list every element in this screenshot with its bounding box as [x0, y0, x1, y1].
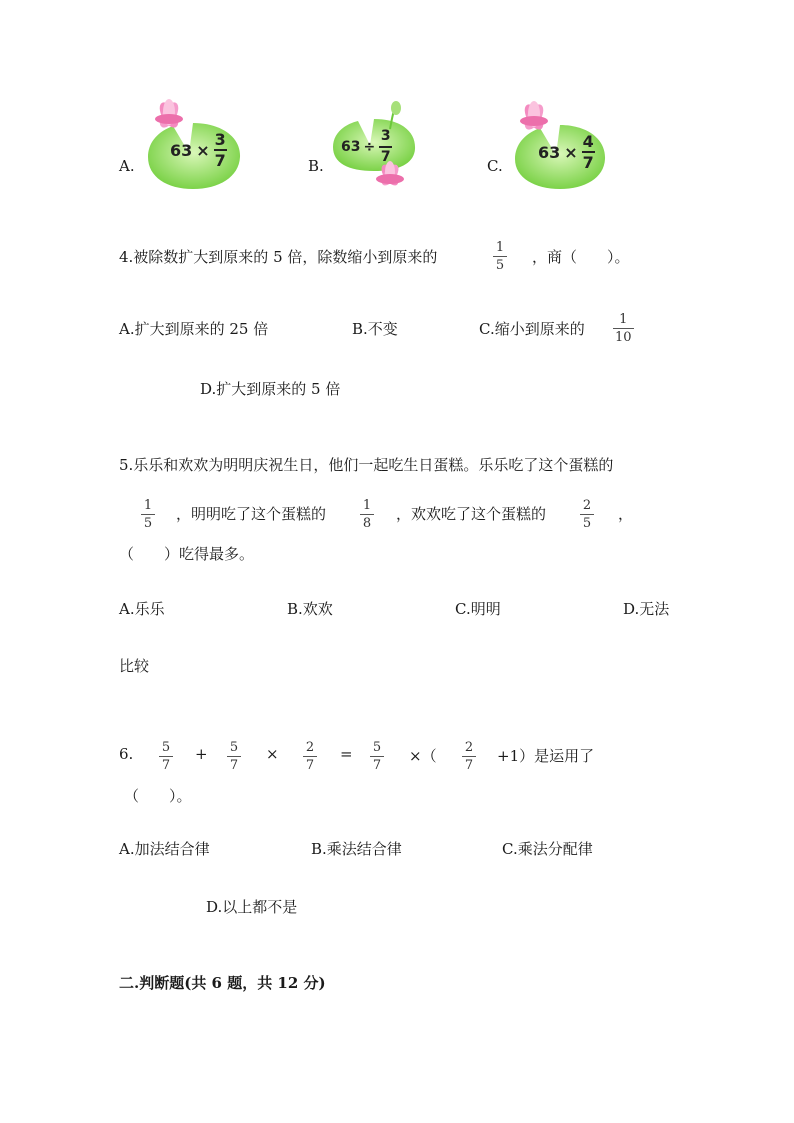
- q4-stem-fraction: [494, 240, 506, 273]
- q6-tail: +1）是运用了: [497, 747, 595, 765]
- section-heading: 二.判断题(共 6 题，共 12 分): [119, 974, 326, 992]
- q5-option-d-continued: 比较: [119, 657, 150, 675]
- pad-c-num: 4: [582, 132, 594, 151]
- lily-pad-a: [143, 95, 243, 191]
- fraction-denominator: 10: [615, 330, 632, 345]
- pad-b-op: ÷: [363, 139, 376, 155]
- fraction-numerator: 5: [229, 740, 239, 755]
- option-a-label[interactable]: A.: [119, 157, 135, 175]
- fraction-denominator: 7: [229, 758, 239, 773]
- fraction-denominator: 7: [161, 758, 171, 773]
- fraction-denominator: 5: [495, 258, 505, 273]
- fraction-numerator: 1: [495, 240, 505, 255]
- q4-stem-end: ，商（ ）。: [532, 248, 630, 266]
- q6-plus: +: [195, 745, 208, 763]
- fraction-numerator: 1: [362, 498, 372, 513]
- fraction-denominator: 7: [305, 758, 315, 773]
- pad-a-left: 63: [170, 140, 193, 160]
- fraction-numerator: 1: [619, 312, 628, 327]
- q6-times-paren: ×（: [409, 747, 437, 765]
- q6-number: 6.: [119, 745, 134, 763]
- q6-equals: =: [340, 745, 353, 763]
- q5-fraction-2: [361, 498, 373, 531]
- q5-option-c[interactable]: C.明明: [455, 600, 501, 618]
- q6-option-b[interactable]: B.乘法结合律: [311, 840, 402, 858]
- q4-stem: 4.被除数扩大到原来的 5 倍，除数缩小到原来的: [119, 248, 438, 266]
- pad-b-den: 7: [380, 149, 391, 165]
- q6-fraction-3: [304, 740, 316, 773]
- q5-fraction-1: [142, 498, 154, 531]
- pad-a-num: 3: [214, 130, 226, 149]
- fraction-numerator: 2: [464, 740, 474, 755]
- q6-line-2: （ ）。: [124, 787, 192, 805]
- q6-fraction-4: [371, 740, 383, 773]
- q5-fraction-3: [581, 498, 593, 531]
- pad-a-den: 7: [214, 151, 226, 170]
- q4-option-c-fraction: [614, 312, 633, 345]
- q5-option-d[interactable]: D.无法: [623, 600, 670, 618]
- fraction-denominator: 7: [464, 758, 474, 773]
- fraction-numerator: 1: [143, 498, 153, 513]
- pad-b-fraction: [379, 128, 392, 166]
- q6-times: ×: [266, 745, 279, 763]
- fraction-denominator: 5: [143, 516, 153, 531]
- pad-c-fraction: [582, 133, 595, 171]
- q6-option-a[interactable]: A.加法结合律: [119, 840, 210, 858]
- q4-option-c[interactable]: C.缩小到原来的: [479, 320, 585, 338]
- q5-option-a[interactable]: A.乐乐: [119, 600, 165, 618]
- fraction-numerator: 2: [305, 740, 315, 755]
- q5-stem: 5.乐乐和欢欢为明明庆祝生日，他们一起吃生日蛋糕。乐乐吃了这个蛋糕的: [119, 456, 614, 474]
- fraction-denominator: 8: [362, 516, 372, 531]
- q6-fraction-5: [463, 740, 475, 773]
- pad-c-op: ×: [564, 142, 578, 162]
- pad-a-fraction: [214, 131, 227, 169]
- fraction-numerator: 2: [582, 498, 592, 513]
- q5-stem-end: （ ）吃得最多。: [119, 545, 255, 563]
- q6-fraction-1: [160, 740, 172, 773]
- fraction-numerator: 5: [161, 740, 171, 755]
- option-c-label[interactable]: C.: [487, 157, 503, 175]
- q6-option-d[interactable]: D.以上都不是: [206, 898, 298, 916]
- q6-option-c[interactable]: C.乘法分配律: [502, 840, 593, 858]
- q4-option-d[interactable]: D.扩大到原来的 5 倍: [200, 380, 341, 398]
- q5-option-b[interactable]: B.欢欢: [287, 600, 333, 618]
- lily-pad-b: [330, 101, 418, 193]
- q5-text-2: ，明明吃了这个蛋糕的: [176, 505, 327, 523]
- pad-c-left: 63: [538, 142, 561, 162]
- q4-option-a[interactable]: A.扩大到原来的 25 倍: [119, 320, 269, 338]
- q5-text-3: ，欢欢吃了这个蛋糕的: [396, 505, 547, 523]
- q4-option-b[interactable]: B.不变: [352, 320, 398, 338]
- pad-b-left: 63: [341, 139, 361, 155]
- fraction-numerator: 5: [372, 740, 382, 755]
- q6-fraction-2: [228, 740, 240, 773]
- pad-b-num: 3: [380, 128, 391, 144]
- pad-a-op: ×: [196, 140, 210, 160]
- pad-c-den: 7: [582, 153, 594, 172]
- option-b-label[interactable]: B.: [308, 157, 324, 175]
- fraction-denominator: 7: [372, 758, 382, 773]
- lily-pad-c: [510, 97, 608, 191]
- fraction-denominator: 5: [582, 516, 592, 531]
- q5-text-4: ，: [618, 505, 634, 523]
